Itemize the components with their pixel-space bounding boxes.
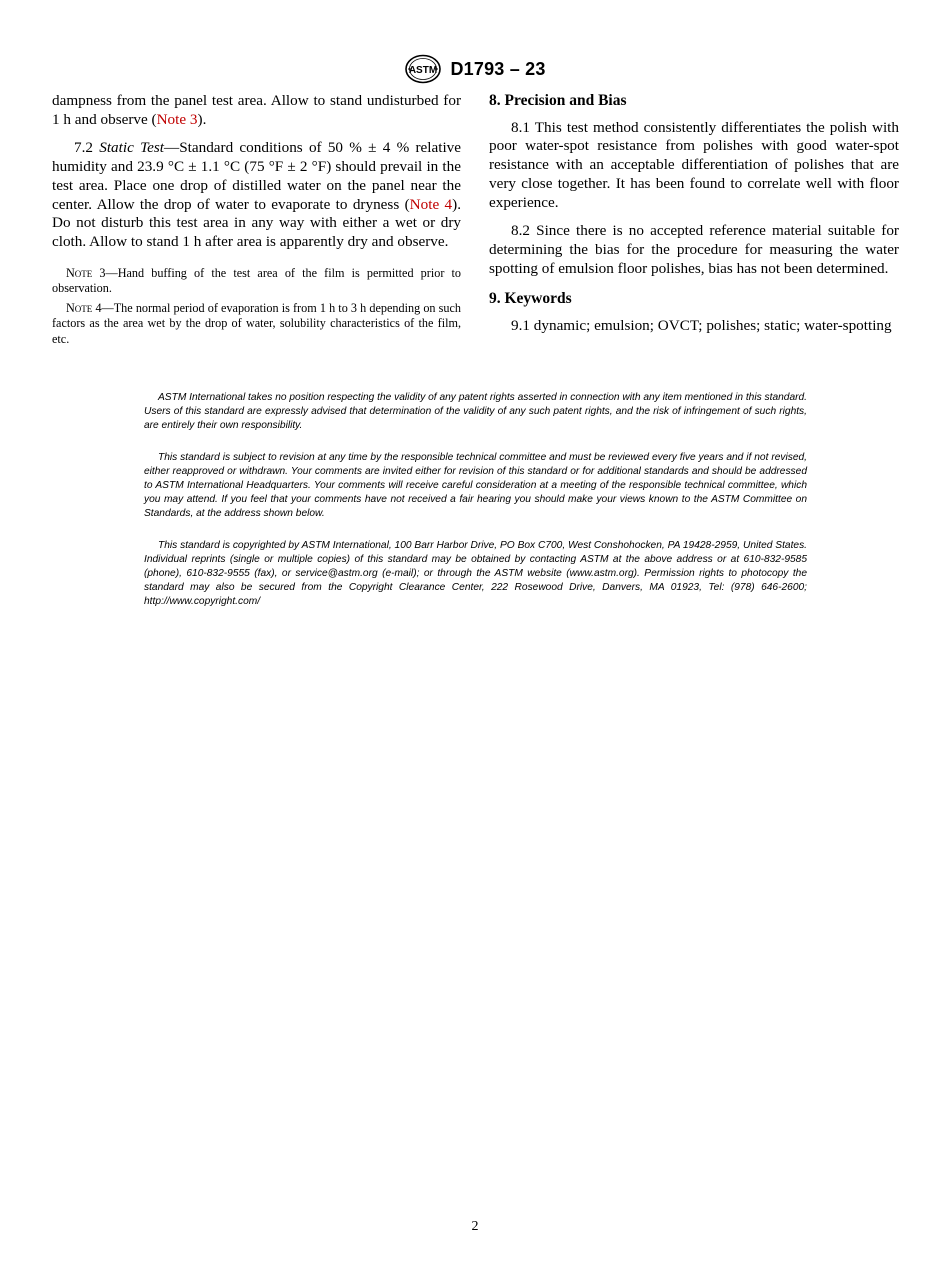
page-number: 2 [471, 1219, 479, 1234]
paragraph-title: Static Test [99, 139, 164, 157]
copyright-notice: This standard is copyrighted by ASTM International, 100 Barr Harbor Drive, PO Box C700, West Conshohocken, PA 19428-2959, United States. Individual reprints (single or multiple copies) of this standard may be obtained by contacting ASTM at the above address or at 610-832-9585 (phone), 610-832-9555 (fax), or service@astm.org (e-mail); or through the ASTM website (www.astm.org). Permission rights to photocopy the standard may also be secured from the Copyright Clearance Center, 222 Rosewood Drive, Danvers, MA 01923, Tel: (978) 646-2600; http://www.copyright.com/ [144, 540, 807, 607]
left-column [52, 92, 461, 352]
note-3-link[interactable]: Note 3 [156, 110, 198, 128]
paragraph-9-1: 9.1 dynamic; emulsion; OVCT; polishes; static; water-spotting [511, 317, 892, 335]
section-9-heading: 9. Keywords [489, 290, 572, 308]
note-4 [52, 301, 461, 348]
note-text: 4—The normal period of evaporation is from 1 h to 3 h depending on such factors as the area wet by the drop of water, solubility characteristics of the film, etc. [52, 300, 461, 346]
revision-notice: This standard is subject to revision at any time by the responsible technical committee and must be reviewed every five years and if not revised, either reapproved or withdrawn. Your comments are invited either for revision of this standard or for additional standards and should be addressed to ASTM International Headquarters. Your comments will receive careful consideration at a meeting of the responsible technical committee, which you may attend. If you feel that your comments have not received a fair hearing you should make your views known to the ASTM Committee on Standards, at the address shown below. [144, 452, 807, 519]
note-text: 3—Hand buffing of the test area of the film is permitted prior to observation. [52, 265, 461, 296]
paragraph-text: —Standard conditions of 50 % ± 4 % relative humidity and 23.9 °C ± 1.1 °C (75 °F ± 2 °F) should prevail in the test area. Place one drop of distilled water on the panel near the center. Allow the drop of water to evaporate to dryness ( [52, 139, 462, 213]
paragraph-8-2: 8.2 Since there is no accepted reference material suitable for determining the bias for the procedure for measuring the water spotting of emulsion floor polishes, bias has not been determined. [489, 222, 899, 277]
continued-paragraph [52, 92, 461, 129]
paragraph-text: ). Do not disturb this test area in any way with either a wet or dry cloth. Allow to stand 1 h after area is apparently dry and observe. [52, 195, 461, 250]
astm-logo-icon [404, 54, 442, 84]
note-4-link[interactable]: Note 4 [409, 195, 453, 213]
section-8-heading: 8. Precision and Bias [489, 92, 627, 109]
paragraph-text: ). [197, 110, 207, 128]
patent-notice: ASTM International takes no position respecting the validity of any patent rights asserted in connection with any item mentioned in this standard. Users of this standard are expressly advised that determination of the validity of any such patent rights, and the risk of infringement of such rights, are entirely their own responsibility. [144, 392, 807, 431]
svg-text:ASTM: ASTM [409, 65, 438, 76]
note-3 [52, 266, 461, 297]
paragraph-text: dampness from the panel test area. Allow to stand undisturbed for 1 h and observe ( [52, 92, 461, 128]
note-label: Note [66, 265, 93, 280]
paragraph-7-2 [52, 139, 461, 251]
right-column [489, 92, 899, 336]
paragraph-number: 7.2 [74, 139, 100, 157]
page-header [0, 52, 950, 86]
legal-notices [144, 391, 807, 627]
document-id: D1793 – 23 [450, 58, 546, 79]
paragraph-8-1: 8.1 This test method consistently differentiates the polish with poor water-spot resistance from polishes with good water-spot resistance with an acceptable differentiation of polishes that are very close together. It has been found to correlate well with floor experience. [489, 118, 899, 211]
note-label: Note [66, 300, 93, 315]
